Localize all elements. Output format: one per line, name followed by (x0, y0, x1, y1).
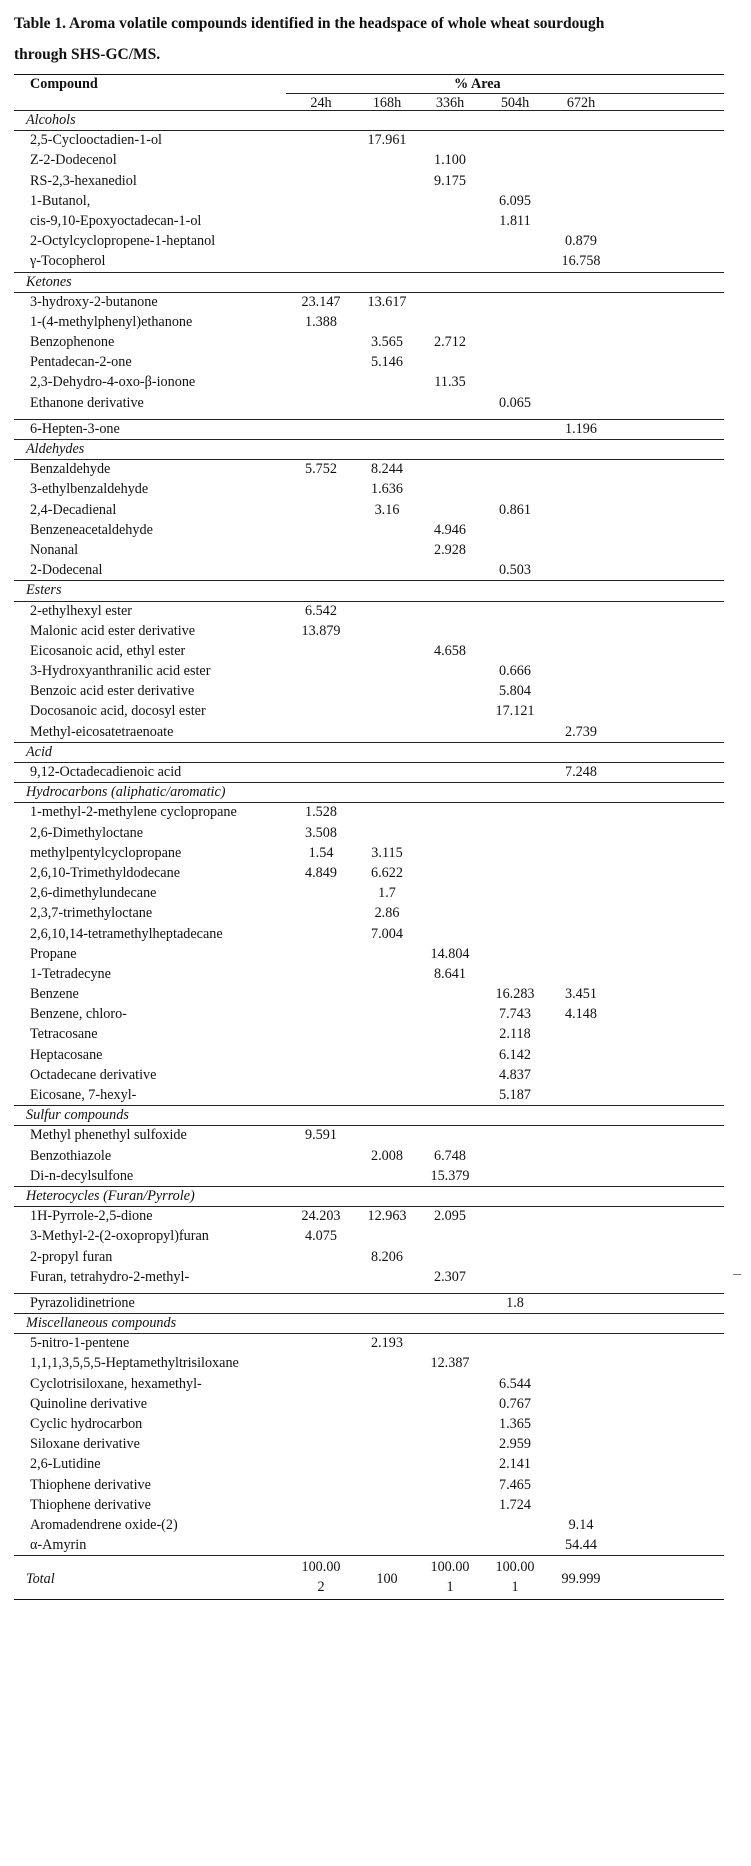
area-value-504h: 1.8 (506, 1294, 524, 1311)
compound-row (14, 802, 724, 822)
compound-name: Cyclotrisiloxane, hexamethyl- (30, 1375, 202, 1392)
area-value-504h: 6.142 (499, 1046, 531, 1063)
compound-name: Benzene, chloro- (30, 1006, 127, 1023)
compound-name: Benzothiazole (30, 1147, 112, 1164)
compound-row (14, 1045, 724, 1065)
compound-name: 1-methyl-2-methylene cyclopropane (30, 804, 237, 821)
area-value-672h: 2.739 (565, 723, 597, 740)
category-label: Hydrocarbons (aliphatic/aromatic) (26, 784, 226, 801)
compound-row (14, 459, 724, 479)
area-value-336h: 14.804 (430, 945, 470, 962)
area-value-24h: 9.591 (305, 1127, 337, 1144)
compound-row (14, 1333, 724, 1353)
category-row (14, 782, 724, 802)
total-value-504h (480, 1557, 550, 1597)
area-value-504h: 4.837 (499, 1066, 531, 1083)
category-label: Alcohols (26, 112, 76, 128)
area-value-504h: 0.666 (499, 663, 531, 680)
category-label: Aldehydes (26, 441, 85, 457)
compound-name: Cyclic hydrocarbon (30, 1416, 143, 1432)
area-value-504h: 7.743 (499, 1006, 531, 1023)
area-value-24h: 1.528 (305, 804, 337, 821)
compound-row (14, 1247, 724, 1267)
compound-row (14, 964, 724, 984)
compound-row (14, 681, 724, 701)
compound-name: γ-Tocopherol (30, 253, 106, 270)
compound-row (14, 419, 724, 439)
compound-name: 3-Methyl-2-(2-oxopropyl)furan (30, 1228, 209, 1245)
compound-name: Heptacosane (30, 1046, 103, 1063)
compound-name: 1-(4-methylphenyl)ethanone (30, 313, 193, 330)
area-value-24h: 23.147 (301, 293, 341, 310)
compound-name: Nonanal (30, 541, 79, 558)
header-row-2 (14, 93, 724, 110)
compound-name: Propane (30, 945, 77, 962)
compound-row (14, 500, 724, 520)
area-value-504h: 2.118 (499, 1026, 531, 1043)
compound-name: 6-Hepten-3-one (30, 420, 120, 437)
compound-row (14, 1146, 724, 1166)
area-value-168h: 5.146 (371, 354, 403, 371)
area-value-336h: 11.35 (434, 374, 466, 391)
header-percent-area: % Area (454, 76, 501, 92)
compound-row (14, 540, 724, 560)
category-label: Heterocycles (Furan/Pyrrole) (26, 1187, 195, 1204)
total-row (14, 1555, 724, 1599)
compound-row (14, 661, 724, 681)
compound-row (14, 1206, 724, 1226)
compound-row (14, 312, 724, 332)
compound-row (14, 560, 724, 580)
compound-row (14, 984, 724, 1004)
compound-row (14, 332, 724, 352)
compound-row (14, 1414, 724, 1434)
compound-name: 2,6,10-Trimethyldodecane (30, 864, 180, 881)
compound-name: methylpentylcyclopropane (30, 844, 182, 861)
area-value-168h: 17.961 (367, 132, 407, 149)
area-value-168h: 3.16 (374, 501, 400, 518)
area-value-672h: 16.758 (561, 253, 601, 270)
compound-name: Eicosanoic acid, ethyl ester (30, 642, 186, 659)
total-value-168h (352, 1569, 422, 1589)
area-value-168h: 2.193 (371, 1335, 403, 1352)
compound-row (14, 520, 724, 540)
compound-name: Di-n-decylsulfone (30, 1167, 134, 1184)
compound-name: Benzeneacetaldehyde (30, 521, 153, 538)
area-value-504h: 5.804 (499, 683, 531, 700)
area-value-24h: 5.752 (305, 461, 337, 478)
header-compound: Compound (30, 76, 98, 92)
compound-row (14, 823, 724, 843)
caption-line-1: Table 1. Aroma volatile compounds identified in the headspace of whole wheat sourdough (14, 15, 605, 32)
compound-name: Furan, tetrahydro-2-methyl- (30, 1268, 190, 1285)
category-row (14, 1105, 724, 1125)
header-row-1 (14, 74, 724, 93)
category-row (14, 580, 724, 600)
area-value-24h: 1.388 (305, 313, 337, 330)
area-value-504h: 5.187 (499, 1087, 531, 1103)
compound-row (14, 150, 724, 170)
total-value-line-1: 100.00 (495, 1559, 535, 1576)
compound-row (14, 944, 724, 964)
compound-row (14, 1085, 724, 1105)
area-value-504h: 6.095 (499, 192, 531, 209)
area-value-504h: 1.724 (499, 1496, 531, 1513)
area-value-168h: 8.244 (371, 461, 403, 478)
compound-name: Octadecane derivative (30, 1066, 157, 1083)
area-value-24h: 6.542 (305, 602, 337, 619)
category-label: Acid (26, 743, 52, 760)
compound-name: Methyl phenethyl sulfoxide (30, 1127, 187, 1144)
compound-name: Ethanone derivative (30, 394, 144, 411)
compound-name: Pentadecan-2-one (30, 354, 132, 371)
header-col-336h: 336h (435, 95, 465, 111)
compound-name: Methyl-eicosatetraenoate (30, 723, 174, 740)
compound-name: 2-ethylhexyl ester (30, 602, 133, 619)
compound-row (14, 352, 724, 372)
total-value-line-1: 100.00 (430, 1559, 470, 1576)
area-value-336h: 4.658 (434, 642, 466, 659)
area-value-504h: 0.065 (499, 394, 531, 411)
area-value-672h: 9.14 (568, 1516, 594, 1533)
area-value-24h: 3.508 (305, 824, 337, 841)
category-row (14, 1186, 724, 1206)
compound-row (14, 1065, 724, 1085)
area-value-336h: 2.928 (434, 541, 466, 558)
area-value-336h: 8.641 (434, 965, 466, 982)
area-value-24h: 1.54 (308, 844, 334, 861)
area-value-168h: 1.7 (378, 885, 396, 902)
compound-row (14, 393, 724, 413)
area-value-504h: 17.121 (495, 703, 535, 720)
category-label: Sulfur compounds (26, 1107, 129, 1124)
total-value-line-1: 99.999 (561, 1571, 601, 1588)
compound-name: RS-2,3-hexanediol (30, 172, 137, 189)
compound-name: 2,6-Lutidine (30, 1456, 101, 1473)
compound-name: Benzene (30, 986, 79, 1003)
compound-row (14, 1004, 724, 1024)
area-value-168h: 12.963 (367, 1208, 407, 1225)
area-value-504h: 6.544 (499, 1375, 531, 1392)
compound-row (14, 762, 724, 782)
total-value-336h (415, 1557, 485, 1597)
area-value-168h: 3.115 (371, 844, 403, 861)
area-value-336h: 15.379 (430, 1167, 470, 1184)
total-value-line-2: 1 (511, 1579, 519, 1596)
area-value-672h: 1.196 (565, 420, 597, 437)
area-value-168h: 3.565 (371, 334, 403, 351)
area-value-504h: 0.767 (499, 1395, 531, 1412)
area-value-168h: 2.008 (371, 1147, 403, 1164)
compound-row (14, 1125, 724, 1145)
header-col-24h: 24h (310, 95, 332, 111)
compound-name: 2-Octylcyclopropene-1-heptanol (30, 233, 216, 250)
compound-name: Benzaldehyde (30, 461, 111, 478)
compound-row (14, 1353, 724, 1373)
compound-name: α-Amyrin (30, 1537, 87, 1554)
area-value-168h: 6.622 (371, 864, 403, 881)
compound-row (14, 903, 724, 923)
category-row (14, 439, 724, 459)
compound-row (14, 601, 724, 621)
category-label: Esters (26, 582, 62, 599)
compound-row (14, 722, 724, 742)
compound-name: 1-Tetradecyne (30, 965, 111, 982)
compound-name: 2-Dodecenal (30, 562, 103, 579)
total-value-line-1: 100.00 (301, 1559, 341, 1576)
data-table (14, 74, 724, 1599)
compound-name: Eicosane, 7-hexyl- (30, 1087, 137, 1103)
area-value-24h: 13.879 (301, 622, 341, 639)
caption-line-2: through SHS-GC/MS. (14, 46, 161, 63)
area-value-24h: 4.849 (305, 864, 337, 881)
compound-name: 5-nitro-1-pentene (30, 1335, 130, 1352)
total-value-line-2: 1 (446, 1579, 454, 1596)
compound-row (14, 621, 724, 641)
compound-row (14, 1267, 724, 1287)
area-value-504h: 0.861 (499, 501, 531, 518)
area-value-672h: 54.44 (565, 1537, 597, 1554)
area-value-168h: 1.636 (371, 481, 403, 498)
compound-name: 1-Butanol, (30, 192, 91, 209)
compound-row (14, 863, 724, 883)
compound-name: 1H-Pyrrole-2,5-dione (30, 1208, 153, 1225)
compound-name: Thiophene derivative (30, 1496, 151, 1513)
category-row (14, 742, 724, 762)
compound-row (14, 1293, 724, 1313)
area-value-168h: 8.206 (371, 1248, 403, 1265)
compound-row (14, 641, 724, 661)
area-value-504h: 7.465 (499, 1476, 531, 1493)
category-row (14, 1313, 724, 1333)
area-value-504h: 1.365 (499, 1416, 531, 1432)
header-col-672h: 672h (566, 95, 596, 111)
compound-row (14, 701, 724, 721)
area-value-336h: 4.946 (434, 521, 466, 538)
total-value-line-2: 2 (317, 1579, 325, 1596)
compound-name: 2,3-Dehydro-4-oxo-β-ionone (30, 374, 196, 391)
compound-name: 2,3,7-trimethyloctane (30, 905, 153, 922)
total-value-line-1: 100 (376, 1571, 398, 1588)
area-value-168h: 7.004 (371, 925, 403, 942)
area-value-504h: 16.283 (495, 986, 535, 1003)
compound-row (14, 251, 724, 271)
total-value-672h (546, 1569, 616, 1589)
compound-row (14, 171, 724, 191)
compound-row (14, 1454, 724, 1474)
table-bottom-rule (14, 1599, 724, 1600)
compound-name: Quinoline derivative (30, 1395, 148, 1412)
compound-name: Tetracosane (30, 1026, 98, 1043)
area-value-672h: 4.148 (565, 1006, 597, 1023)
compound-row (14, 1166, 724, 1186)
area-value-336h: 12.387 (430, 1355, 470, 1372)
area-value-24h: 4.075 (305, 1228, 337, 1245)
compound-name: 3-hydroxy-2-butanone (30, 293, 158, 310)
compound-name: Thiophene derivative (30, 1476, 151, 1493)
compound-row (14, 292, 724, 312)
area-value-336h: 6.748 (434, 1147, 466, 1164)
compound-name: 2,6-dimethylundecane (30, 885, 157, 902)
compound-name: 3-ethylbenzaldehyde (30, 481, 149, 498)
compound-row (14, 211, 724, 231)
compound-row (14, 1394, 724, 1414)
category-label: Miscellaneous compounds (26, 1315, 177, 1332)
compound-name: 1,1,1,3,5,5,5-Heptamethyltrisiloxane (30, 1355, 239, 1372)
area-value-336h: 2.712 (434, 334, 466, 351)
compound-name: Aromadendrene oxide-(2) (30, 1516, 178, 1533)
compound-name: Siloxane derivative (30, 1436, 140, 1453)
category-row (14, 110, 724, 130)
compound-row (14, 1226, 724, 1246)
area-value-336h: 2.095 (434, 1208, 466, 1225)
compound-row (14, 1495, 724, 1515)
area-value-672h: 0.879 (565, 233, 597, 250)
area-value-336h: 2.307 (434, 1268, 466, 1285)
compound-row (14, 843, 724, 863)
compound-name: 2,5-Cyclooctadien-1-ol (30, 132, 162, 149)
margin-dash-mark (733, 1274, 741, 1275)
total-label: Total (26, 1571, 55, 1588)
area-value-504h: 1.811 (499, 212, 531, 229)
area-value-168h: 2.86 (374, 905, 400, 922)
compound-name: 2,4-Decadienal (30, 501, 117, 518)
area-value-672h: 7.248 (565, 764, 597, 780)
compound-row (14, 479, 724, 499)
compound-name: cis-9,10-Epoxyoctadecan-1-ol (30, 212, 202, 229)
area-value-168h: 13.617 (367, 293, 407, 310)
compound-row (14, 1535, 724, 1555)
compound-row (14, 1374, 724, 1394)
area-value-336h: 9.175 (434, 172, 466, 189)
compound-row (14, 924, 724, 944)
compound-name: Benzoic acid ester derivative (30, 683, 195, 700)
compound-name: Z-2-Dodecenol (30, 152, 117, 169)
compound-name: 2-propyl furan (30, 1248, 113, 1265)
category-label: Ketones (26, 273, 72, 290)
compound-row (14, 1024, 724, 1044)
header-col-504h: 504h (500, 95, 530, 111)
compound-row (14, 1475, 724, 1495)
compound-name: Benzophenone (30, 334, 115, 351)
area-value-504h: 2.959 (499, 1436, 531, 1453)
compound-row (14, 1515, 724, 1535)
compound-row (14, 883, 724, 903)
compound-name: 9,12-Octadecadienoic acid (30, 764, 182, 780)
area-value-504h: 2.141 (499, 1456, 531, 1473)
compound-row (14, 372, 724, 392)
area-value-24h: 24.203 (301, 1208, 341, 1225)
compound-name: Malonic acid ester derivative (30, 622, 196, 639)
area-span-rule (286, 93, 724, 94)
area-value-336h: 1.100 (434, 152, 466, 169)
table-caption (14, 8, 739, 70)
category-row (14, 272, 724, 292)
total-value-24h (286, 1557, 356, 1597)
compound-name: 3-Hydroxyanthranilic acid ester (30, 663, 211, 680)
compound-name: 2,6,10,14-tetramethylheptadecane (30, 925, 223, 942)
area-value-504h: 0.503 (499, 562, 531, 579)
compound-row (14, 231, 724, 251)
compound-name: 2,6-Dimethyloctane (30, 824, 144, 841)
compound-name: Pyrazolidinetrione (30, 1294, 135, 1311)
header-col-168h: 168h (372, 95, 402, 111)
compound-row (14, 191, 724, 211)
compound-row (14, 1434, 724, 1454)
table-body (14, 110, 724, 1599)
compound-row (14, 130, 724, 150)
compound-name: Docosanoic acid, docosyl ester (30, 703, 206, 720)
area-value-672h: 3.451 (565, 986, 597, 1003)
